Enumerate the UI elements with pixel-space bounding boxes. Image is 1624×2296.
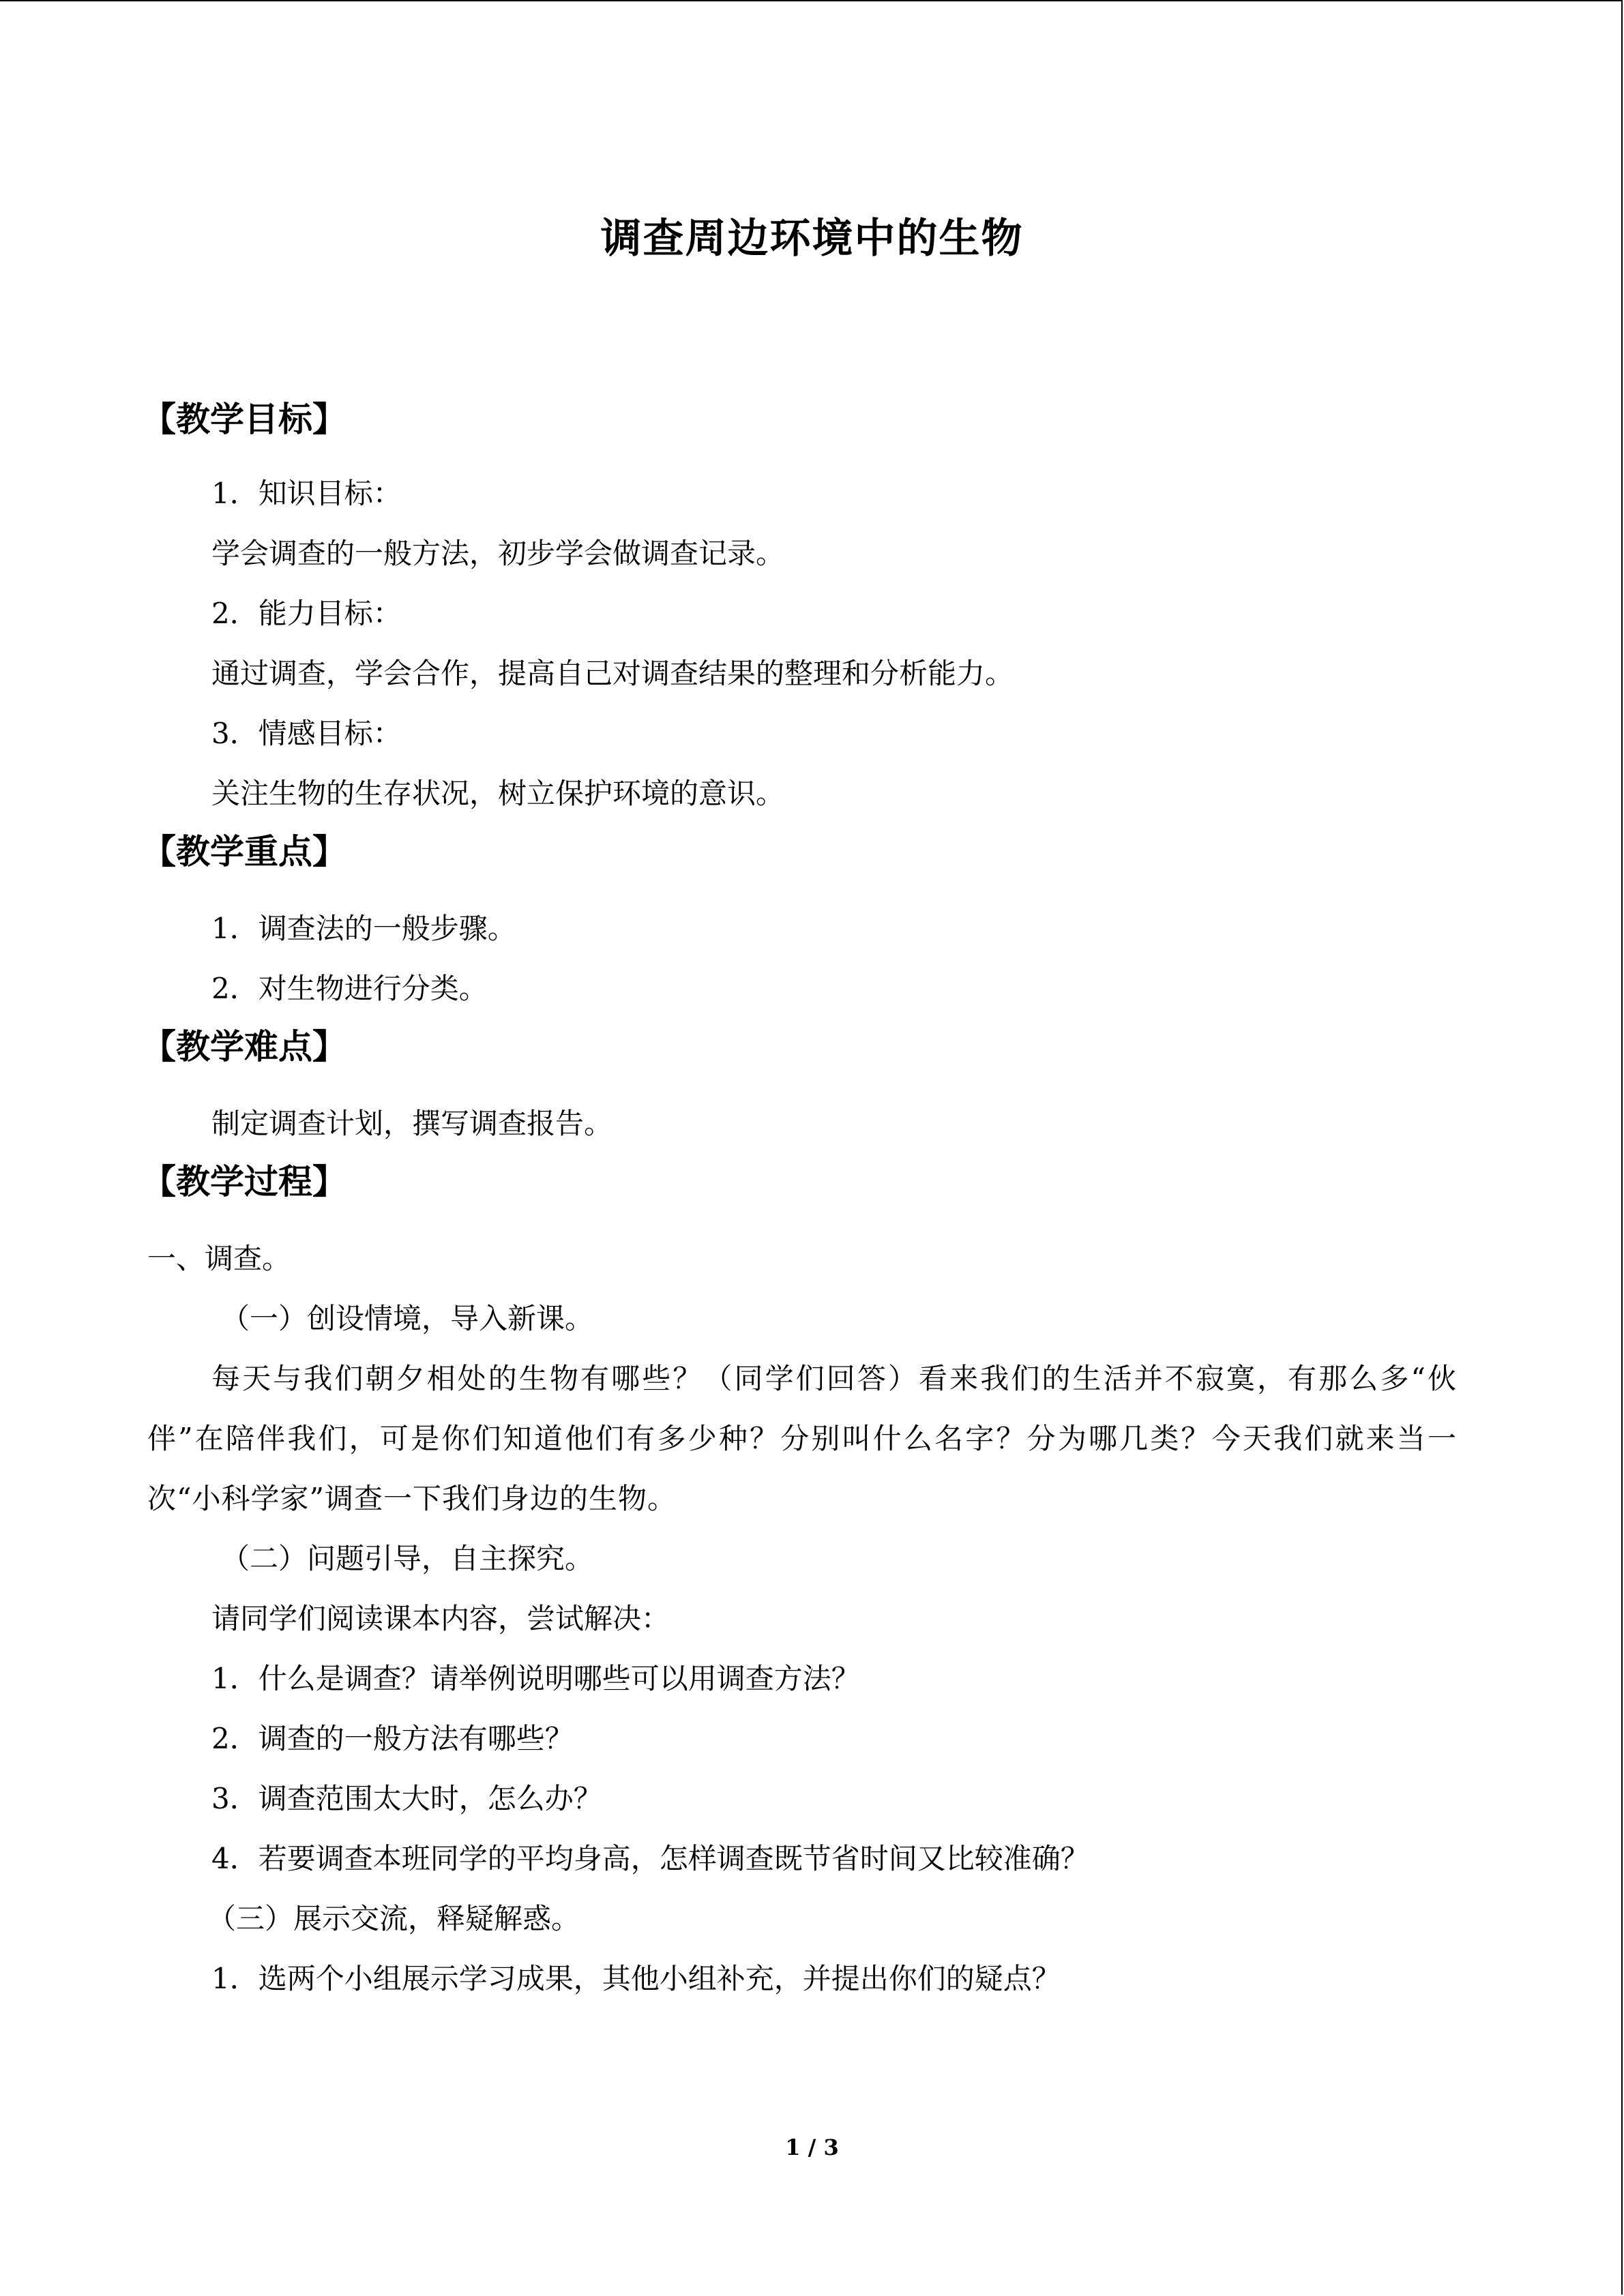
process-part-1: 一、调查。 xyxy=(147,1242,291,1275)
goal-item-1-label: 1．知识目标： xyxy=(211,477,402,510)
document-title: 调查周边环境中的生物 xyxy=(600,215,1024,263)
intro-paragraph: 每天与我们朝夕相处的生物有哪些？（同学们回答）看来我们的生活并不寂寞，有那么多“伙伴”在陪伴我们，可是你们知道他们有多少种？分别叫什么名字？分为哪几类？今天我们就来当一次“小科学家”调查一下我们身边的生物。 xyxy=(147,1362,1457,1515)
process-step-3: （三）展示交流，释疑解惑。 xyxy=(207,1902,580,1935)
process-instruction: 请同学们阅读课本内容，尝试解决： xyxy=(211,1602,670,1635)
section-heading-difficulties: 【教学难点】 xyxy=(142,1026,346,1067)
page-number: 1 / 3 xyxy=(785,2134,839,2160)
question-2: 2．调查的一般方法有哪些？ xyxy=(211,1722,574,1755)
section-heading-process: 【教学过程】 xyxy=(142,1161,346,1202)
goal-item-1-text: 学会调查的一般方法，初步学会做调查记录。 xyxy=(211,537,785,570)
question-3: 3．调查范围太大时，怎么办？ xyxy=(211,1782,602,1815)
step-3-item-1: 1．选两个小组展示学习成果，其他小组补充，并提出你们的疑点？ xyxy=(211,1962,1061,1995)
goal-item-2-text: 通过调查，学会合作，提高自己对调查结果的整理和分析能力。 xyxy=(211,657,1014,690)
question-4: 4．若要调查本班同学的平均身高，怎样调查既节省时间又比较准确？ xyxy=(211,1842,1089,1875)
goal-item-3-text: 关注生物的生存状况，树立保护环境的意识。 xyxy=(211,777,785,810)
key-point-2: 2．对生物进行分类。 xyxy=(211,972,488,1005)
process-step-1: （一）创设情境，导入新课。 xyxy=(221,1302,594,1335)
difficulty-text: 制定调查计划，撰写调查报告。 xyxy=(211,1107,613,1140)
document-body xyxy=(142,396,1457,2009)
goal-item-3-label: 3．情感目标： xyxy=(211,717,402,750)
goal-item-2-label: 2．能力目标： xyxy=(211,597,402,630)
process-step-2: （二）问题引导，自主探究。 xyxy=(221,1542,594,1575)
section-heading-goals: 【教学目标】 xyxy=(142,399,346,439)
key-point-1: 1．调查法的一般步骤。 xyxy=(211,912,516,945)
section-heading-key-points: 【教学重点】 xyxy=(142,831,346,871)
question-1: 1．什么是调查？请举例说明哪些可以用调查方法？ xyxy=(211,1662,860,1695)
